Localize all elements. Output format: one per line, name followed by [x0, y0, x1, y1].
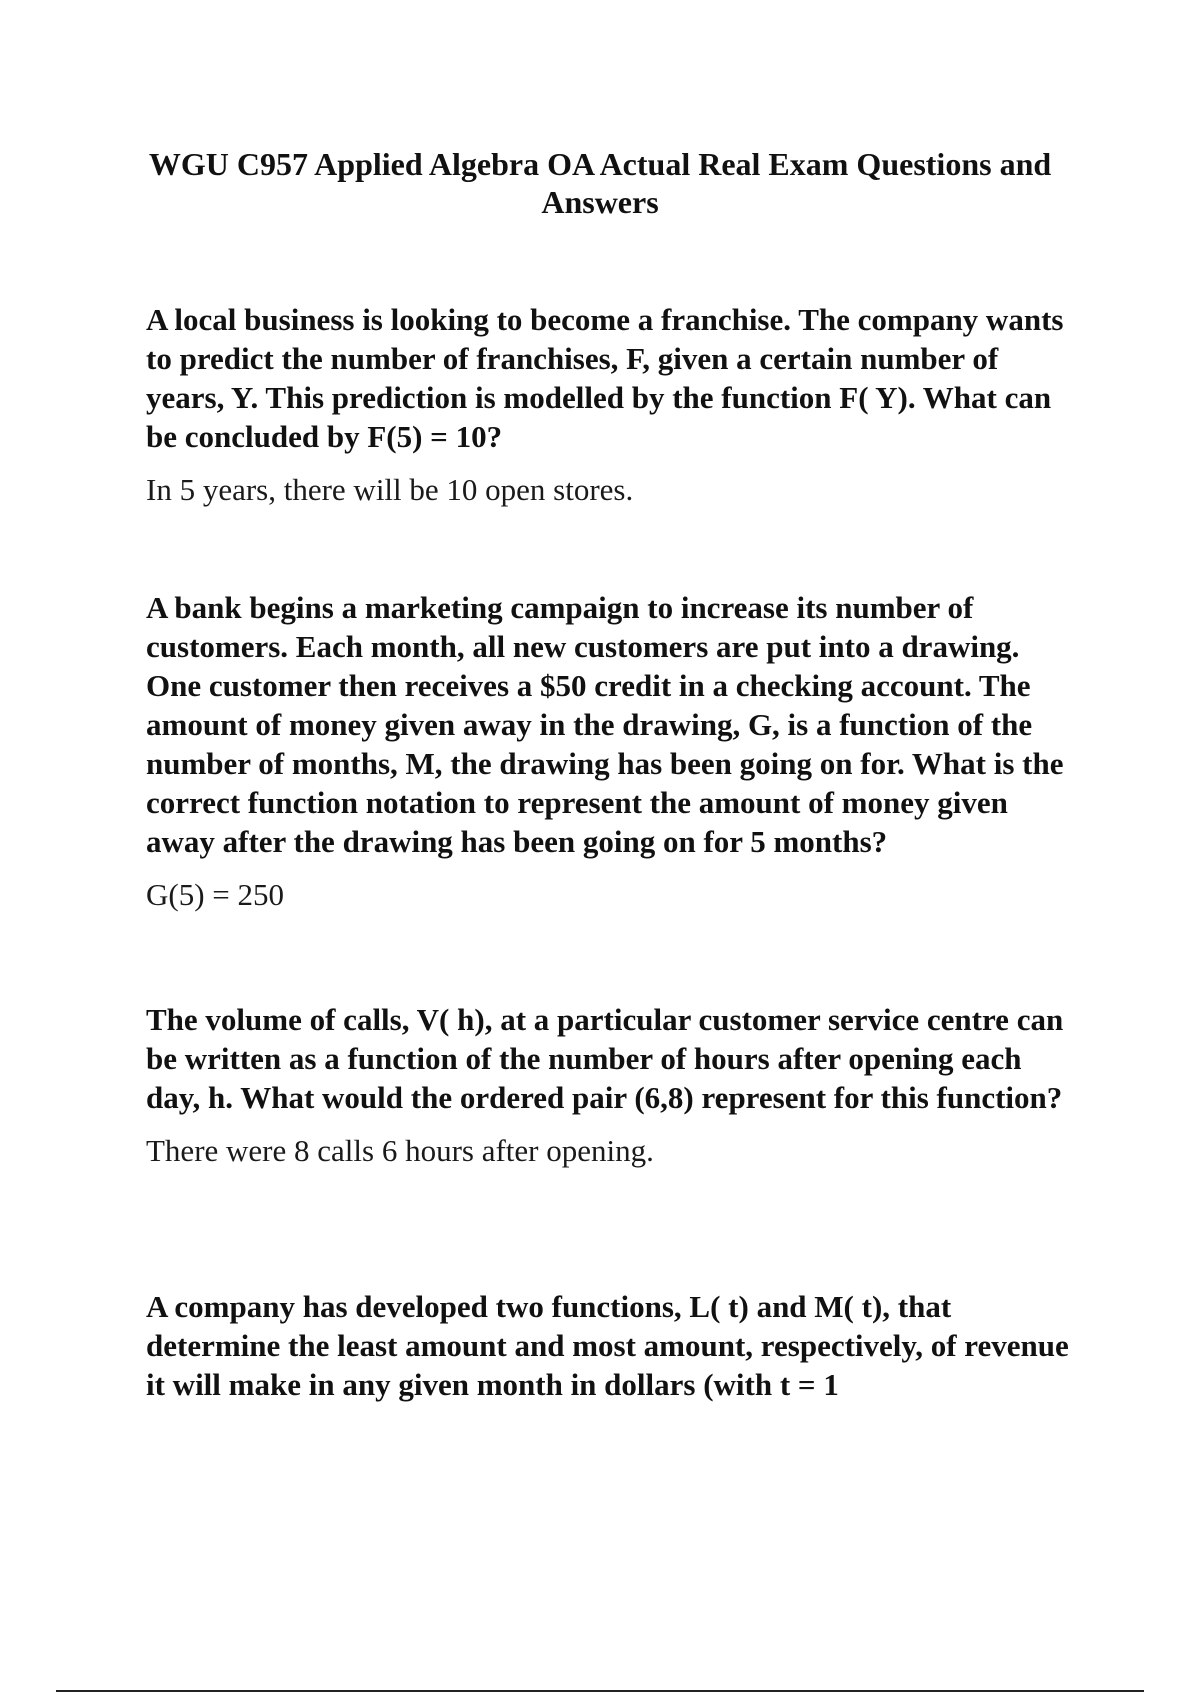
answer-3: There were 8 calls 6 hours after opening. — [146, 1133, 654, 1168]
qa-item-3 — [146, 1000, 1081, 1170]
document-title: WGU C957 Applied Algebra OA Actual Real Exam Questions and Answers — [148, 146, 1052, 220]
answer-2: G(5) = 250 — [146, 877, 285, 912]
page-bottom-rule — [56, 1690, 1144, 1692]
qa-item-4 — [146, 1287, 1081, 1404]
answer-1: In 5 years, there will be 10 open stores. — [146, 472, 634, 507]
question-2: A bank begins a marketing campaign to increase its number of customers. Each month, all new customers are put into a drawing. One customer then receives a $50 credit in a checking account. The amount of money given away in the drawing, G, is a function of the number of months, M, the drawing has been going on for. What is the correct function notation to represent the amount of money given away after the drawing has been going on for 5 months? — [146, 590, 1064, 859]
qa-item-1 — [146, 300, 1081, 509]
question-1: A local business is looking to become a franchise. The company wants to predict the number of franchises, F, given a certain number of years, Y. This prediction is modelled by the function F( Y). What can be concluded by F(5) = 10? — [146, 302, 1064, 454]
question-4: A company has developed two functions, L( t) and M( t), that determine the least amount and most amount, respectively, of revenue it will make in any given month in dollars (with t = 1 — [146, 1289, 1069, 1402]
qa-item-2 — [146, 588, 1081, 914]
question-3: The volume of calls, V( h), at a particular customer service centre can be written as a function of the number of hours after opening each day, h. What would the ordered pair (6,8) represent for this function? — [146, 1002, 1064, 1115]
